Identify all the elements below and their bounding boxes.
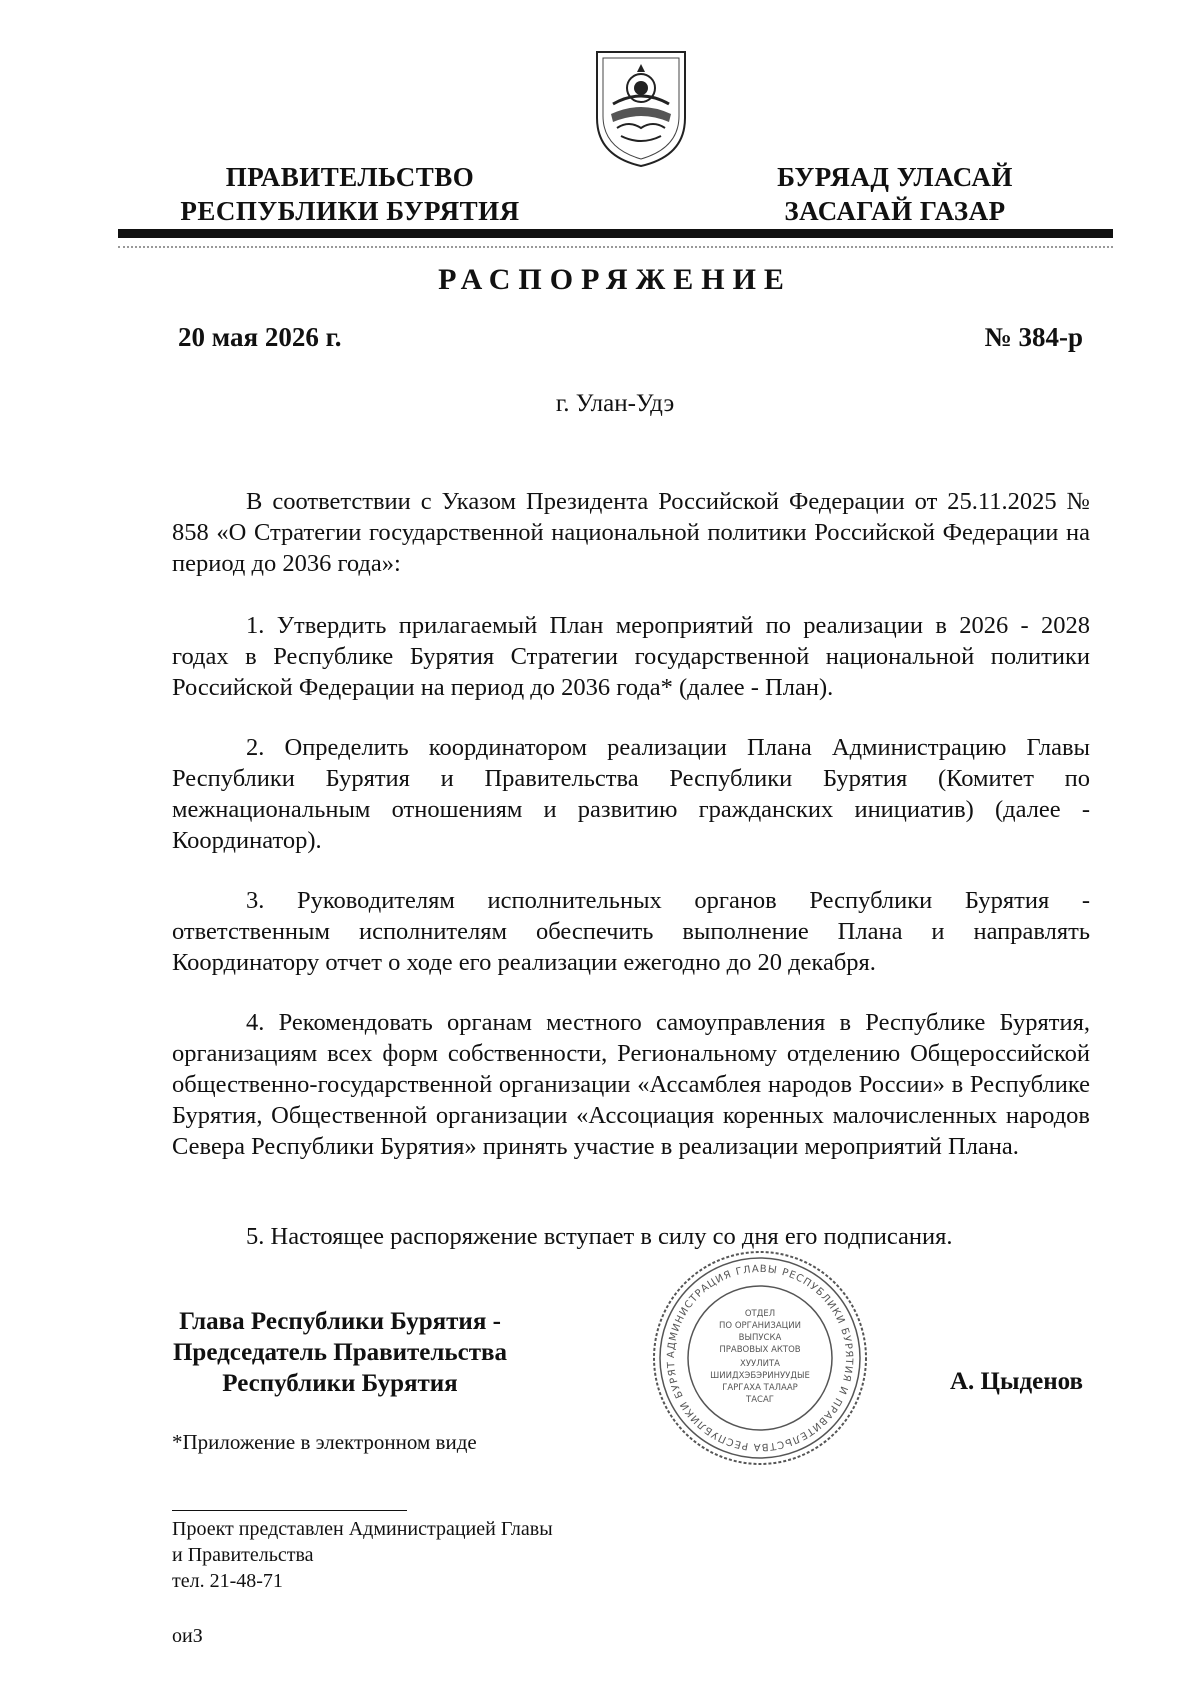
- header-right-line-1: БУРЯАД УЛАСАЙ: [777, 162, 1013, 192]
- executor-code: оиЗ: [172, 1625, 203, 1647]
- paragraph-item-5: 5. Настоящее распоряжение вступает в силу со дня его подписания.: [246, 1223, 953, 1250]
- paragraph-item-4: 4. Рекомендовать органам местного самоуправления в Республике Бурятия, организациям всех форм собственности, Региональному отделению Общероссийской общественно-государственной организации «Ассамблея народов России» в Республике Бурятия, Общественной организации «Ассоциация коренных малочисленных народов Севера Республики Бурятия» принять участие в реализации мероприятий Плана.: [172, 1009, 1090, 1160]
- footer-divider: [172, 1510, 407, 1511]
- paragraph-item-2: 2. Определить координатором реализации Плана Администрацию Главы Республики Бурятия и Правительства Республики Бурятия (Комитет по межнациональным отношениям и развитию гражданских инициатив) (далее - Координатор).: [172, 734, 1090, 854]
- footer-line-2: и Правительства: [172, 1544, 314, 1566]
- stamp-line-4: ПРАВОВЫХ АКТОВ: [719, 1345, 801, 1355]
- header-left: [165, 160, 535, 228]
- stamp-line-3: ВЫПУСКА: [738, 1333, 782, 1343]
- official-stamp: [650, 1248, 870, 1468]
- header-divider-dotted: [118, 246, 1113, 248]
- appendix-note: *Приложение в электронном виде: [172, 1430, 477, 1454]
- stamp-line-5: ХУУЛИТА: [740, 1359, 780, 1369]
- stamp-line-2: ПО ОРГАНИЗАЦИИ: [719, 1321, 801, 1331]
- coat-of-arms-icon: [593, 48, 689, 170]
- signatory-position-line-3: Республики Бурятия: [222, 1370, 458, 1397]
- paragraph-item-1: 1. Утвердить прилагаемый План мероприятий по реализации в 2026 - 2028 годах в Республике Бурятия Стратегии государственной национальной политики Российской Федерации на период до 2036 года* (далее - План).: [172, 612, 1090, 701]
- header-left-line-2: РЕСПУБЛИКИ БУРЯТИЯ: [180, 196, 520, 226]
- header-right: [745, 160, 1045, 228]
- stamp-line-6: ШИИДХЭБЭРИНУУДЫЕ: [710, 1371, 810, 1381]
- header-divider: [118, 229, 1113, 238]
- footer-line-1: Проект представлен Администрацией Главы: [172, 1518, 553, 1540]
- document-number: № 384-р: [984, 322, 1083, 352]
- signatory-position-line-2: Председатель Правительства: [172, 1339, 508, 1366]
- stamp-line-8: ТАСАГ: [746, 1395, 774, 1405]
- stamp-ring-text: АДМИНИСТРАЦИЯ ГЛАВЫ РЕСПУБЛИКИ БУРЯТИЯ И ПРАВИТЕЛЬСТВА РЕСПУБЛИКИ БУРЯТ: [665, 1263, 855, 1453]
- document-city: г. Улан-Удэ: [555, 390, 675, 417]
- document-title: РАСПОРЯЖЕНИЕ: [438, 263, 792, 296]
- signatory-position-line-1: Глава Республики Бурятия -: [179, 1308, 501, 1335]
- paragraph-preamble: В соответствии с Указом Президента Российской Федерации от 25.11.2025 № 858 «О Стратегии государственной национальной политики Российской Федерации на период до 2036 года»:: [172, 488, 1090, 577]
- header-left-line-1: ПРАВИТЕЛЬСТВО: [225, 162, 475, 192]
- document-date: 20 мая 2026 г.: [178, 322, 342, 352]
- stamp-line-1: ОТДЕЛ: [744, 1309, 776, 1319]
- signatory-position: [130, 1306, 550, 1399]
- header-right-line-2: ЗАСАГАЙ ГАЗАР: [784, 196, 1006, 226]
- signatory-name: А. Цыденов: [950, 1368, 1084, 1395]
- paragraph-item-3: 3. Руководителям исполнительных органов Республики Бурятия - ответственным исполнителям обеспечить выполнение Плана и направлять Координатору отчет о ходе его реализации ежегодно до 20 декабря.: [172, 887, 1090, 976]
- stamp-line-7: ГАРГАХА ТАЛААР: [722, 1383, 798, 1393]
- footer-line-3: тел. 21-48-71: [172, 1570, 283, 1592]
- footer-note: [172, 1516, 553, 1594]
